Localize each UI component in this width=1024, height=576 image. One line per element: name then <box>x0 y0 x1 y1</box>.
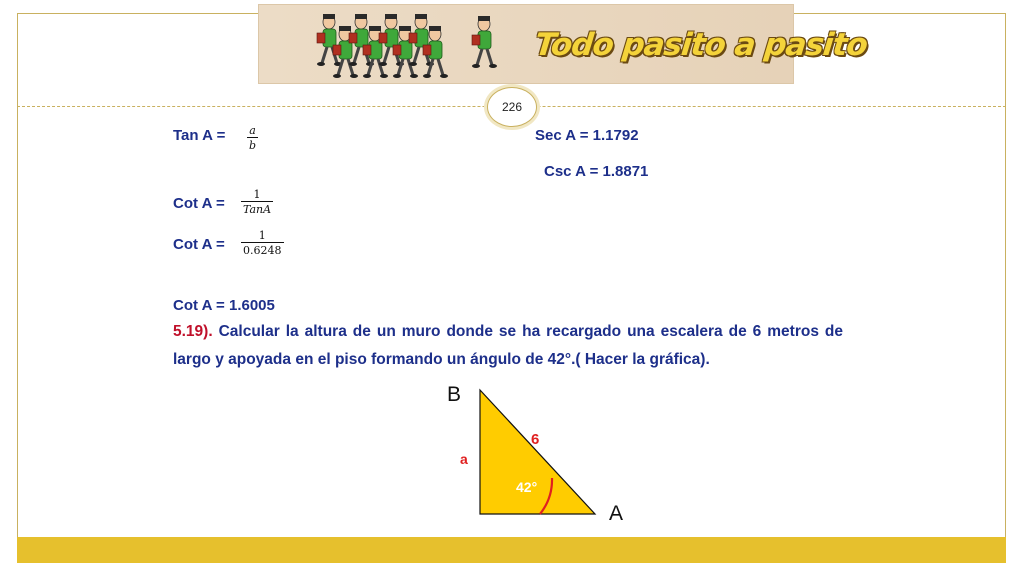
tan-denominator: b <box>249 139 257 152</box>
tan-numerator: a <box>249 124 256 137</box>
cot-result: Cot A = 1.6005 <box>173 297 275 314</box>
cot-label-1: Cot A = <box>173 195 225 212</box>
side-a-label: a <box>460 451 468 467</box>
banner-title: Todo pasito a pasito <box>533 27 869 63</box>
csc-line: Csc A = 1.8871 <box>544 163 649 180</box>
tan-fraction <box>247 124 258 153</box>
tan-label: Tan A = <box>173 127 226 144</box>
hypotenuse-label: 6 <box>531 431 540 448</box>
angle-label: 42° <box>516 479 538 495</box>
cot-label-2: Cot A = <box>173 236 225 253</box>
cot2-denominator: 0.6248 <box>243 244 282 257</box>
cot-fraction-1 <box>241 188 273 217</box>
triangle-diagram <box>440 378 640 528</box>
vertex-a-label: A <box>609 502 624 525</box>
cot-fraction-2 <box>241 229 284 258</box>
page-number-badge: 226 <box>487 87 537 127</box>
cot1-numerator: 1 <box>253 188 261 201</box>
problem-text: Calcular la altura de un muro donde se ha recargado una escalera de 6 metros de largo y apoyada en el piso formando un ángulo de 42°.( Hacer la gráfica). <box>173 323 843 368</box>
sec-line: Sec A = 1.1792 <box>535 127 639 144</box>
problem-number: 5.19). <box>173 323 213 340</box>
vertex-b-label: B <box>447 383 462 406</box>
cot2-numerator: 1 <box>258 229 266 242</box>
footer-band <box>17 537 1006 563</box>
problem-statement <box>173 318 843 373</box>
triangle-shape <box>480 390 595 514</box>
cot1-denominator: TanA <box>243 203 272 216</box>
